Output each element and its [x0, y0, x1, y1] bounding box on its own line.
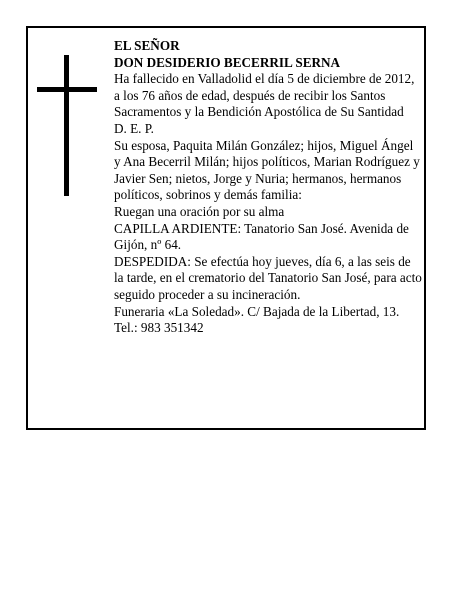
- cross-icon-crossbar: [37, 87, 97, 92]
- funeral-home: Funeraria «La Soledad». C/ Bajada de la Libertad, 13.: [114, 303, 400, 319]
- deceased-name: DON DESIDERIO BECERRIL SERNA: [114, 54, 341, 70]
- prayer-request: Ruegan una oración por su alma: [114, 203, 285, 219]
- farewell-info: DESPEDIDA: Se efectúa hoy jueves, día 6, a las seis de la tarde, en el crematorio del Tanatorio San José, para acto seguido proceder a su incineración.: [114, 253, 422, 302]
- obituary-text: [114, 38, 423, 337]
- obituary-title: EL SEÑOR: [114, 38, 180, 53]
- family-members: Su esposa, Paquita Milán González; hijos, Miguel Ángel y Ana Becerril Milán; hijos políticos, Marian Rodríguez y Javier Sen; nietos, Jorge y Nuria; hermanos, hermanos políticos, sobrinos y demás familia:: [114, 137, 420, 203]
- rest-in-peace: D. E. P.: [114, 120, 154, 136]
- phone-number: Tel.: 983 351342: [114, 320, 204, 336]
- chapel-info: CAPILLA ARDIENTE: Tanatorio San José. Avenida de Gijón, nº 64.: [114, 220, 409, 253]
- death-announcement: Ha fallecido en Valladolid el día 5 de diciembre de 2012, a los 76 años de edad, después de recibir los Santos Sacramentos y la Bendición Apostólica de Su Santidad: [114, 71, 415, 120]
- cross-icon: [64, 55, 69, 196]
